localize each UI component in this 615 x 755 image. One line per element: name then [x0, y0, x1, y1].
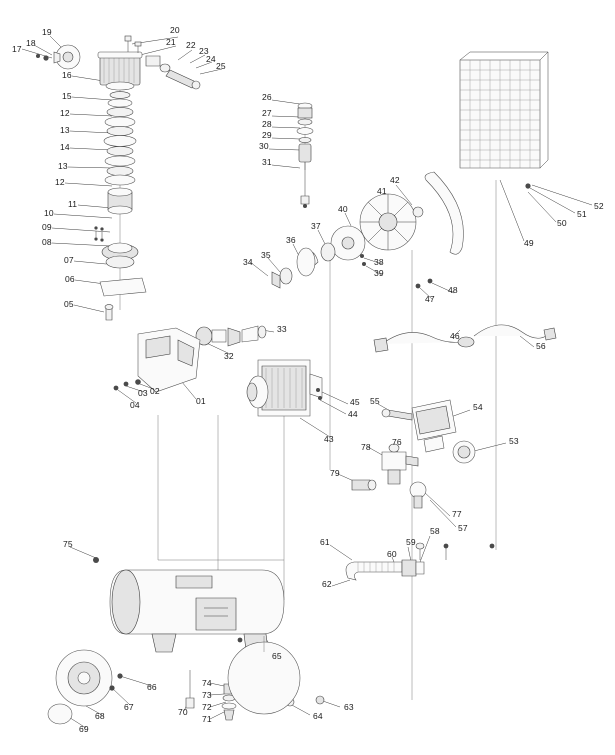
callout-14: 14	[60, 142, 70, 152]
callout-79: 79	[330, 468, 340, 478]
callout-01: 01	[196, 396, 206, 406]
callout-58: 58	[430, 526, 440, 536]
callout-62: 62	[322, 579, 332, 589]
callout-30: 30	[259, 141, 269, 151]
callout-76: 76	[392, 437, 402, 447]
callout-07: 07	[64, 255, 74, 265]
callout-04: 04	[130, 400, 140, 410]
callout-20: 20	[170, 25, 180, 35]
callout-72: 72	[202, 702, 212, 712]
callout-52: 52	[594, 201, 604, 211]
callout-37: 37	[311, 221, 321, 231]
callout-43: 43	[324, 434, 334, 444]
callout-42: 42	[390, 175, 400, 185]
callout-34: 34	[243, 257, 253, 267]
callout-03: 03	[138, 388, 148, 398]
callout-08: 08	[42, 237, 52, 247]
callout-65: 65	[272, 651, 282, 661]
callout-27: 27	[262, 108, 272, 118]
callout-71: 71	[202, 714, 212, 724]
callout-59: 59	[406, 537, 416, 547]
callout-39: 39	[374, 268, 384, 278]
callout-28: 28	[262, 119, 272, 129]
callout-75: 75	[63, 539, 73, 549]
callout-32: 32	[224, 351, 234, 361]
callout-36: 36	[286, 235, 296, 245]
callout-60: 60	[387, 549, 397, 559]
callout-48: 48	[448, 285, 458, 295]
callout-74: 74	[202, 678, 212, 688]
callout-66: 66	[147, 682, 157, 692]
callout-25: 25	[216, 61, 226, 71]
callout-44: 44	[348, 409, 358, 419]
callout-63: 63	[344, 702, 354, 712]
callout-35: 35	[261, 250, 271, 260]
callout-40: 40	[338, 204, 348, 214]
callout-67: 67	[124, 702, 134, 712]
callout-70: 70	[178, 707, 188, 717]
callout-57: 57	[458, 523, 468, 533]
callout-69: 69	[79, 724, 89, 734]
callout-29: 29	[262, 130, 272, 140]
callout-77: 77	[452, 509, 462, 519]
callout-17: 17	[12, 44, 22, 54]
callout-56: 56	[536, 341, 546, 351]
callout-45: 45	[350, 397, 360, 407]
callout-05: 05	[64, 299, 74, 309]
callout-13-upper: 13	[60, 125, 70, 135]
callout-22: 22	[186, 40, 196, 50]
callout-09: 09	[42, 222, 52, 232]
callout-24: 24	[206, 54, 216, 64]
callout-54: 54	[473, 402, 483, 412]
callout-78: 78	[361, 442, 371, 452]
callout-02: 02	[150, 386, 160, 396]
callout-38: 38	[374, 257, 384, 267]
callout-12-lower: 12	[55, 177, 65, 187]
callout-41: 41	[377, 186, 387, 196]
callout-49: 49	[524, 238, 534, 248]
callout-06: 06	[65, 274, 75, 284]
callout-26: 26	[262, 92, 272, 102]
callout-51: 51	[577, 209, 587, 219]
callout-61: 61	[320, 537, 330, 547]
callout-16: 16	[62, 70, 72, 80]
callout-19: 19	[42, 27, 52, 37]
callout-21: 21	[166, 37, 176, 47]
callout-73: 73	[202, 690, 212, 700]
callout-18: 18	[26, 38, 36, 48]
callout-53: 53	[509, 436, 519, 446]
callout-64: 64	[313, 711, 323, 721]
callout-68: 68	[95, 711, 105, 721]
callout-55: 55	[370, 396, 380, 406]
callout-33: 33	[277, 324, 287, 334]
callout-46: 46	[450, 331, 460, 341]
callout-31: 31	[262, 157, 272, 167]
callout-10: 10	[44, 208, 54, 218]
callout-11: 11	[68, 199, 78, 209]
callout-47: 47	[425, 294, 435, 304]
callout-50: 50	[557, 218, 567, 228]
callout-23: 23	[199, 46, 209, 56]
callout-15: 15	[62, 91, 72, 101]
callout-12-upper: 12	[60, 108, 70, 118]
callout-13-lower: 13	[58, 161, 68, 171]
